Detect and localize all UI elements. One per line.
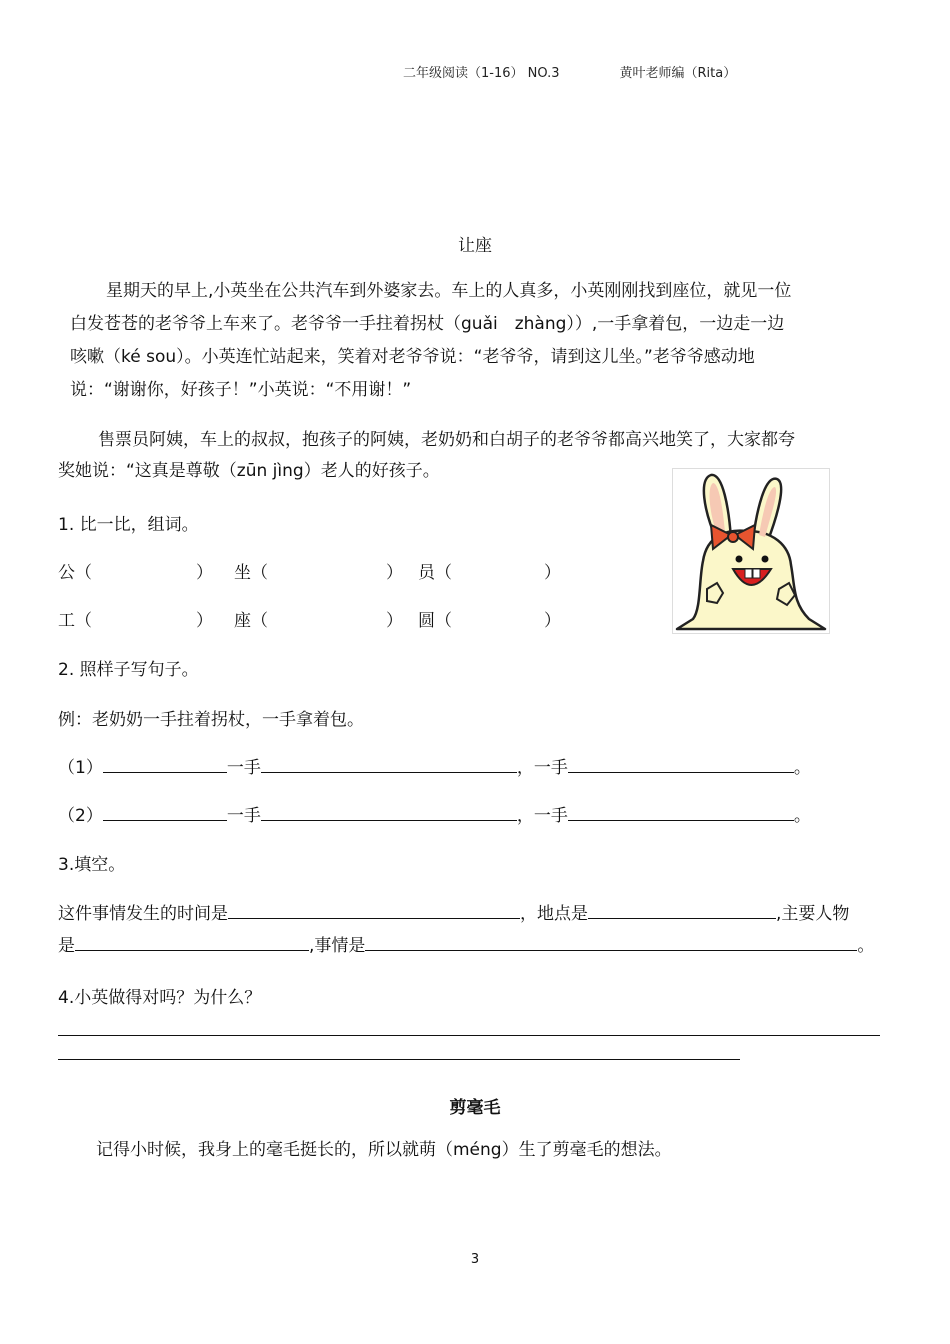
q2-item1-blank-subject[interactable]	[103, 754, 227, 773]
q3-title: 3.填空。	[58, 855, 126, 875]
q2-item2	[58, 801, 811, 826]
q2-item1-blank-action1[interactable]	[261, 754, 517, 773]
page-header	[403, 62, 736, 81]
q1-r2-c1-close: ）	[196, 611, 213, 631]
para1-line1: 星期天的早上,小英坐在公共汽车到外婆家去。车上的人真多，小英刚刚找到座位，就见一位	[106, 281, 792, 301]
bunny-icon	[673, 469, 829, 633]
q3-time-blank[interactable]	[228, 900, 520, 919]
q4-answer-line-2[interactable]	[58, 1059, 740, 1060]
q2-item1-period: 。	[793, 758, 811, 778]
q3-is-label: 是	[58, 936, 75, 956]
q4-answer-line-1[interactable]	[58, 1035, 880, 1036]
q2-example: 例：老奶奶一手拄着拐杖，一手拿着包。	[58, 710, 364, 730]
q2-item2-blank-action1[interactable]	[261, 802, 517, 821]
story-title-jianhaomao: 剪毫毛	[449, 1098, 501, 1118]
story2-para1: 记得小时候，我身上的毫毛挺长的，所以就萌（méng）生了剪毫毛的想法。	[96, 1140, 672, 1160]
q3-people-blank[interactable]	[75, 932, 309, 951]
q1-title: 1. 比一比，组词。	[58, 515, 199, 535]
q2-item2-period: 。	[793, 806, 811, 826]
q2-item2-label: （2）	[58, 806, 103, 826]
header-course: 二年级阅读（1-16） NO.3	[403, 66, 560, 81]
q3-period: 。	[857, 936, 875, 956]
q3-line2	[58, 931, 874, 956]
q3-time-label: 这件事情发生的时间是	[58, 904, 228, 924]
q1-r2-c3-close: ）	[544, 611, 561, 631]
q1-r1-c1-close: ）	[196, 563, 213, 583]
q1-r1-c1-open: 公（	[58, 563, 92, 583]
q2-item1	[58, 753, 811, 778]
story-title-rangzuo: 让座	[458, 236, 492, 256]
q1-r2-c2-close: ）	[386, 611, 403, 631]
page-number: 3	[470, 1252, 480, 1267]
para2-line2: 奖她说：“这真是尊敬（zūn jìng）老人的好孩子。	[58, 461, 440, 481]
q1-r1-c2-close: ）	[386, 563, 403, 583]
q3-event-label: ,事情是	[309, 936, 366, 956]
q3-line1	[58, 899, 849, 924]
header-author: 黄叶老师编（Rita）	[619, 66, 737, 81]
q2-item2-yishou-b: ，一手	[516, 806, 568, 826]
q3-place-label: ，地点是	[520, 904, 588, 924]
q2-item2-blank-action2[interactable]	[568, 802, 794, 821]
q2-item1-yishou-b: ，一手	[516, 758, 568, 778]
q1-r2-c2-open: 座（	[234, 611, 268, 631]
q2-title: 2. 照样子写句子。	[58, 660, 199, 680]
q3-event-blank[interactable]	[365, 932, 857, 951]
q1-r1-c2-open: 坐（	[234, 563, 268, 583]
para1-line2: 白发苍苍的老爷爷上车来了。老爷爷一手拄着拐杖（guǎi zhàng））,一手拿着包，一边走一边	[70, 314, 785, 334]
q2-item1-label: （1）	[58, 758, 103, 778]
bunny-illustration	[672, 468, 830, 634]
para2-line1: 售票员阿姨，车上的叔叔，抱孩子的阿姨，老奶奶和白胡子的老爷爷都高兴地笑了，大家都夸	[98, 430, 795, 450]
q1-r1-c3-open: 员（	[418, 563, 452, 583]
q3-place-blank[interactable]	[588, 900, 776, 919]
q3-people-label: ,主要人物	[776, 904, 850, 924]
q2-item1-blank-action2[interactable]	[568, 754, 794, 773]
q1-r2-c3-open: 圆（	[418, 611, 452, 631]
para1-line3: 咳嗽（ké sou）。小英连忙站起来，笑着对老爷爷说：“老爷爷，请到这儿坐。”老爷爷感动地	[70, 347, 755, 367]
q2-item2-yishou-a: 一手	[226, 806, 261, 826]
para1-line4: 说：“谢谢你，好孩子！”小英说：“不用谢！”	[70, 380, 412, 400]
q2-item2-blank-subject[interactable]	[103, 802, 227, 821]
q1-r1-c3-close: ）	[544, 563, 561, 583]
q1-r2-c1-open: 工（	[58, 611, 92, 631]
q4-title: 4.小英做得对吗？为什么？	[58, 988, 262, 1008]
q2-item1-yishou-a: 一手	[226, 758, 261, 778]
